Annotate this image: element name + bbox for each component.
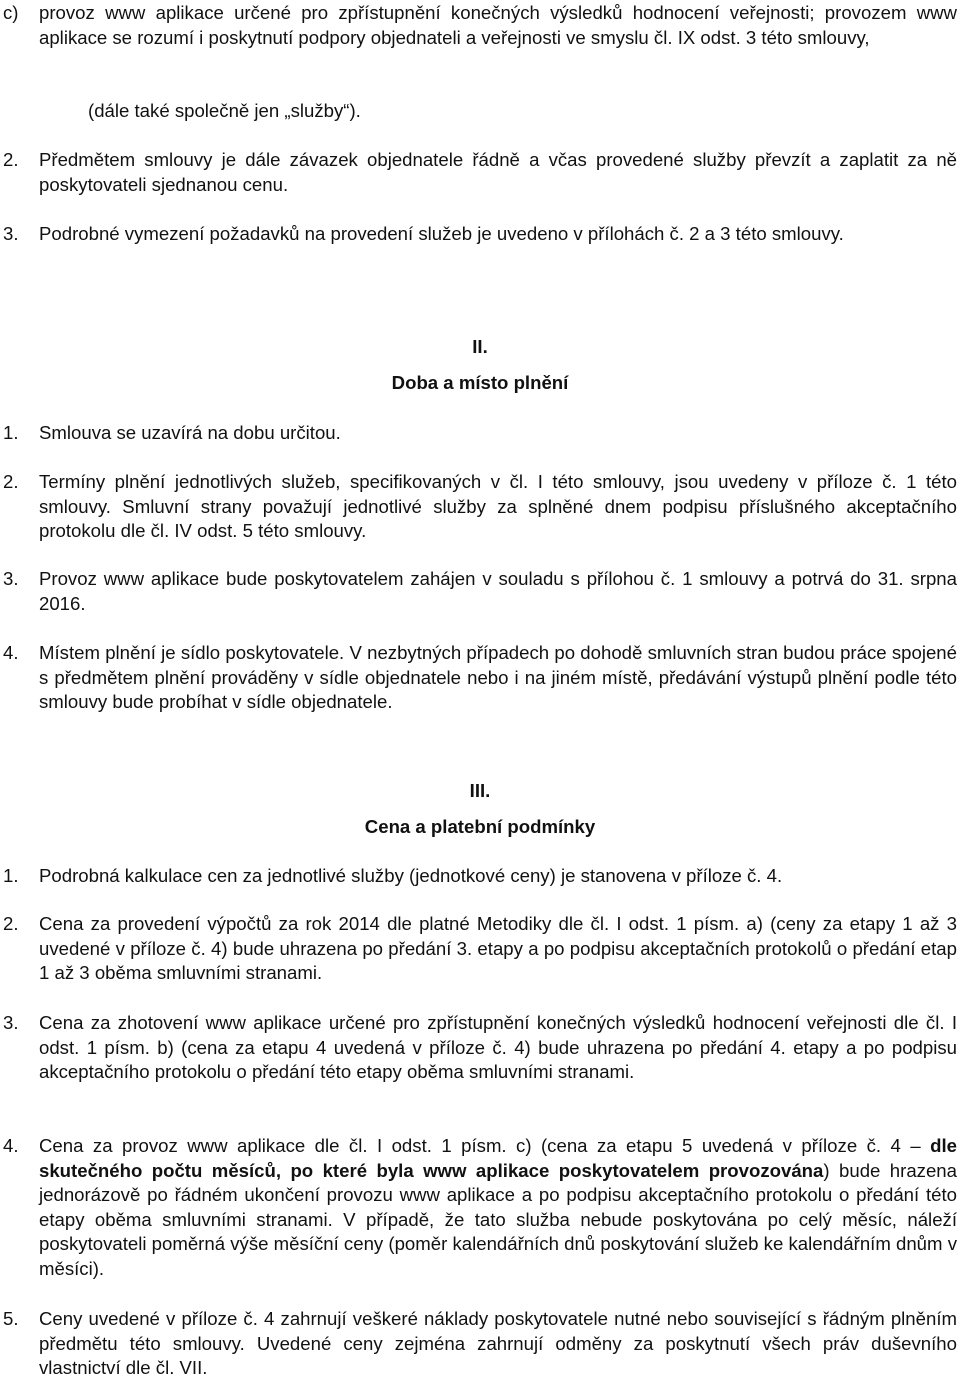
clause-text <box>39 1134 957 1281</box>
clause-III-4 <box>3 1134 957 1281</box>
clause-number: 2. <box>3 149 19 170</box>
clause-text: Termíny plnění jednotlivých služeb, specifikovaných v čl. I této smlouvy, jsou uvedeny v příloze č. 1 této smlouvy. Smluvní strany považují jednotlivé služby za splněné dnem podpisu příslušného akceptačního protokolu dle čl. IV odst. 5 této smlouvy. <box>39 471 957 541</box>
clause-text: Smlouva se uzavírá na dobu určitou. <box>39 422 341 443</box>
clause-text-start: Cena za provoz www aplikace dle čl. I odst. 1 písm. c) (cena za etapu 5 uvedená v příloze č. 4 – <box>39 1135 931 1156</box>
clause-text: Ceny uvedené v příloze č. 4 zahrnují veškeré náklady poskytovatele nutné nebo související s řádným plněním předmětu této smlouvy. Uvedené ceny zejména zahrnují odměny za poskytnutí všech práv duševního vlastnictví dle čl. VII. <box>39 1308 957 1378</box>
section-II-numeral: II. <box>472 336 488 357</box>
clause-number: 4. <box>3 642 19 663</box>
clause-I-2 <box>3 148 957 197</box>
clause-III-5 <box>3 1307 957 1381</box>
section-III-numeral: III. <box>469 780 491 801</box>
clause-text: Předmětem smlouvy je dále závazek objednatele řádně a včas provedené služby převzít a zaplatit za ně poskytovateli sjednanou cenu. <box>39 149 957 195</box>
clause-II-2 <box>3 470 957 544</box>
clause-text: Podrobné vymezení požadavků na provedení služeb je uvedeno v přílohách č. 2 a 3 této smlouvy. <box>39 223 844 244</box>
clause-text: Místem plnění je sídlo poskytovatele. V nezbytných případech po dohodě smluvních stran budou práce spojené s předmětem plnění prováděny v sídle objednatele nebo i na jiném místě, předávání výstupů plnění podle této smlouvy bude probíhat v sídle objednatele. <box>39 642 957 712</box>
clause-number: 1. <box>3 865 19 886</box>
clause-II-3 <box>3 567 957 616</box>
clause-text: Cena za zhotovení www aplikace určené pro zpřístupnění konečných výsledků hodnocení veřejnosti dle čl. I odst. 1 písm. b) (cena za etapu 4 uvedená v příloze č. 4) bude uhrazena po předání 4. etapy a po podpisu akceptačního protokolu o předání této etapy oběma smluvními stranami. <box>39 1012 957 1082</box>
clause-text: Provoz www aplikace bude poskytovatelem zahájen v souladu s přílohou č. 1 smlouvy a potrvá do 31. srpna 2016. <box>39 568 957 614</box>
clause-text-emphasis: dle skutečného počtu měsíců, po které byla www aplikace poskytovatelem provozována <box>39 1135 957 1181</box>
clause-text-end: ) bude hrazena jednorázově po řádném ukončení provozu www aplikace a po podpisu akceptačního protokolu o předání této etapy oběma smluvními stranami. V případě, že tato služba nebude poskytována po celý měsíc, náleží poskytovateli poměrná výše měsíční ceny (poměr kalendářních dnů poskytování služeb ke kalendářním dnům v měsíci). <box>39 1159 957 1279</box>
clause-I-1-c <box>3 1 957 50</box>
clause-number: c) <box>3 2 19 23</box>
section-II-title: Doba a místo plnění <box>391 372 569 393</box>
clause-number: 3. <box>3 1012 19 1033</box>
clause-II-1 <box>3 421 957 446</box>
clause-III-1 <box>3 864 957 889</box>
clause-III-2 <box>3 912 957 986</box>
clause-number: 3. <box>3 223 19 244</box>
clause-text: Podrobná kalkulace cen za jednotlivé služby (jednotkové ceny) je stanovena v příloze č. 4. <box>39 865 783 886</box>
clause-number: 5. <box>3 1308 19 1329</box>
clause-number: 4. <box>3 1135 19 1156</box>
section-III-title: Cena a platební podmínky <box>364 816 596 837</box>
services-definition-note: (dále také společně jen „služby“). <box>88 100 361 121</box>
clause-text: provoz www aplikace určené pro zpřístupnění konečných výsledků hodnocení veřejnosti; provozem www aplikace se rozumí i poskytnutí podpory objednateli a veřejnosti ve smyslu čl. IX odst. 3 této smlouvy, <box>39 2 957 48</box>
clause-III-3 <box>3 1011 957 1085</box>
clause-II-4 <box>3 641 957 715</box>
clause-number: 2. <box>3 471 19 492</box>
clause-text: Cena za provedení výpočtů za rok 2014 dle platné Metodiky dle čl. I odst. 1 písm. a) (ceny za etapy 1 až 3 uvedené v příloze č. 4) bude uhrazena po předání 3. etapy a po podpisu akceptačních protokolů o předání etap 1 až 3 oběma smluvními stranami. <box>39 913 957 983</box>
clause-I-3 <box>3 222 957 247</box>
clause-number: 3. <box>3 568 19 589</box>
clause-number: 1. <box>3 422 19 443</box>
clause-number: 2. <box>3 913 19 934</box>
